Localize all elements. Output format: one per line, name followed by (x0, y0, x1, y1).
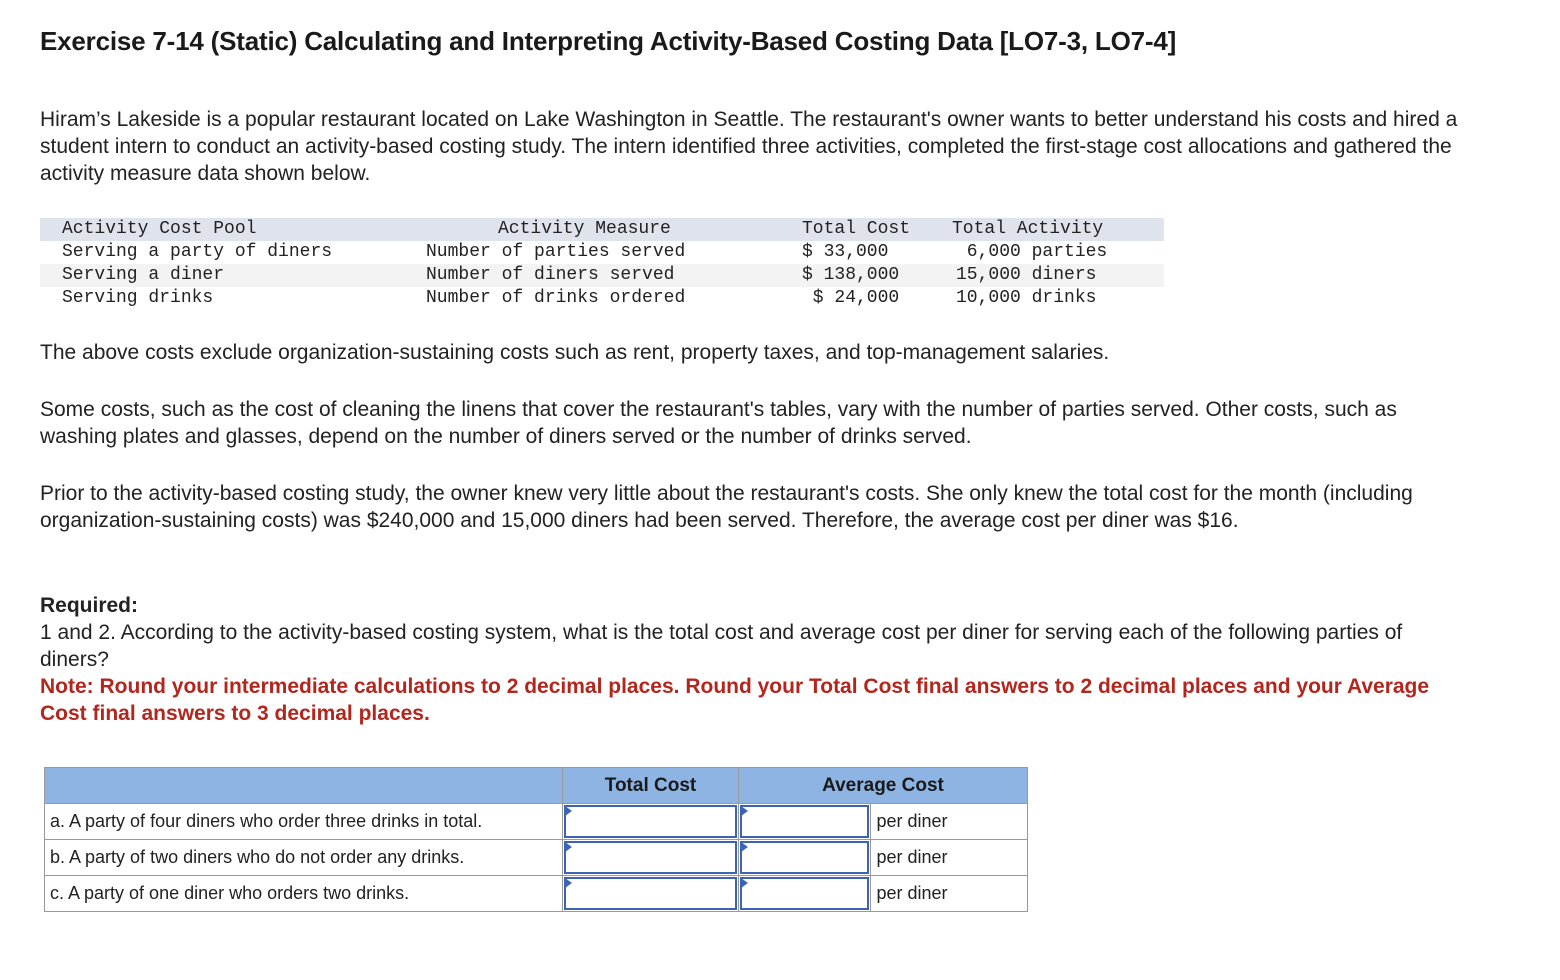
party-description: c. A party of one diner who orders two drinks. (45, 876, 563, 912)
cost-behavior-paragraph: Some costs, such as the cost of cleaning the linens that cover the restaurant's tables, vary with the number of parties served. Other costs, such as washing plates and glasses, depend on the number of diners served or the number of drinks served. (40, 398, 1397, 448)
total-cost-cell: $ 24,000 (802, 288, 900, 308)
activity-row-drinks (40, 287, 1164, 310)
total-cost-input-cell (563, 840, 739, 876)
answer-row-a (45, 804, 1028, 840)
total-activity-cell: 10,000 drinks (956, 288, 1097, 308)
header-total-cost: Total Cost (802, 219, 911, 239)
flag-icon (565, 878, 572, 888)
total-cost-input-b[interactable] (564, 841, 737, 874)
prior-knowledge-paragraph: Prior to the activity-based costing study, the owner knew very little about the restaurant's costs. She only knew the total cost for the month (including organization-sustaining costs) was $240,000 and 15,000 diners had been served. Therefore, the average cost per diner was $16. (40, 482, 1413, 532)
total-cost-input-c[interactable] (564, 877, 737, 910)
required-question: 1 and 2. According to the activity-based costing system, what is the total cost and average cost per diner for serving each of the following parties of diners? (40, 621, 1403, 671)
answer-row-b (45, 840, 1028, 876)
total-activity-cell: 15,000 diners (956, 265, 1097, 285)
activity-measure-cell: Number of diners served (426, 265, 675, 285)
cost-pool-cell: Serving drinks (62, 288, 214, 308)
average-cost-input-cell (739, 876, 871, 912)
total-cost-cell: $ 33,000 (802, 242, 889, 262)
activity-row-diner (40, 264, 1164, 287)
answer-row-c (45, 876, 1028, 912)
per-diner-label: per diner (871, 876, 1028, 912)
average-cost-input-cell (739, 804, 871, 840)
header-total-cost-answer: Total Cost (563, 768, 739, 804)
answer-table-header-row (45, 768, 1028, 804)
total-cost-input-cell (563, 876, 739, 912)
total-cost-input-cell (563, 804, 739, 840)
average-cost-input-a[interactable] (740, 805, 869, 838)
intro-paragraph: Hiram’s Lakeside is a popular restaurant located on Lake Washington in Seattle. The restaurant's owner wants to better understand his costs and hired a student intern to conduct an activity-based costing study. The intern identified three activities, completed the first-stage cost allocations and gathered the activity measure data shown below. (40, 108, 1458, 185)
flag-icon (741, 878, 748, 888)
party-description: b. A party of two diners who do not order any drinks. (45, 840, 563, 876)
total-cost-input-a[interactable] (564, 805, 737, 838)
per-diner-label: per diner (871, 840, 1028, 876)
total-cost-cell: $ 138,000 (802, 265, 900, 285)
rounding-note: Note: Round your intermediate calculations to 2 decimal places. Round your Total Cost final answers to 2 decimal places and your Average Cost final answers to 3 decimal places. (40, 675, 1430, 725)
flag-icon (741, 806, 748, 816)
required-label: Required: (40, 594, 139, 617)
activity-measure-cell: Number of drinks ordered (426, 288, 686, 308)
cost-pool-cell: Serving a party of diners (62, 242, 333, 262)
header-total-activity: Total Activity (952, 219, 1104, 239)
header-average-cost: Average Cost (739, 768, 1028, 804)
total-activity-cell: 6,000 parties (956, 242, 1108, 262)
header-activity-measure: Activity Measure (498, 219, 671, 239)
activity-cost-table (40, 218, 1164, 310)
average-cost-input-b[interactable] (740, 841, 869, 874)
per-diner-label: per diner (871, 804, 1028, 840)
flag-icon (741, 842, 748, 852)
activity-measure-cell: Number of parties served (426, 242, 686, 262)
party-description: a. A party of four diners who order three drinks in total. (45, 804, 563, 840)
required-section (40, 592, 1460, 727)
header-activity-cost-pool: Activity Cost Pool (62, 219, 257, 239)
exclusion-paragraph: The above costs exclude organization-sustaining costs such as rent, property taxes, and top-management salaries. (40, 341, 1110, 364)
activity-row-party (40, 241, 1164, 264)
page-title: Exercise 7-14 (Static) Calculating and Interpreting Activity-Based Costing Data [LO7-3, LO7-4] (40, 26, 1177, 56)
activity-table-header-row (40, 218, 1164, 241)
flag-icon (565, 806, 572, 816)
average-cost-input-c[interactable] (740, 877, 869, 910)
header-blank (45, 768, 563, 804)
average-cost-input-cell (739, 840, 871, 876)
flag-icon (565, 842, 572, 852)
answer-table (44, 767, 1028, 912)
cost-pool-cell: Serving a diner (62, 265, 225, 285)
